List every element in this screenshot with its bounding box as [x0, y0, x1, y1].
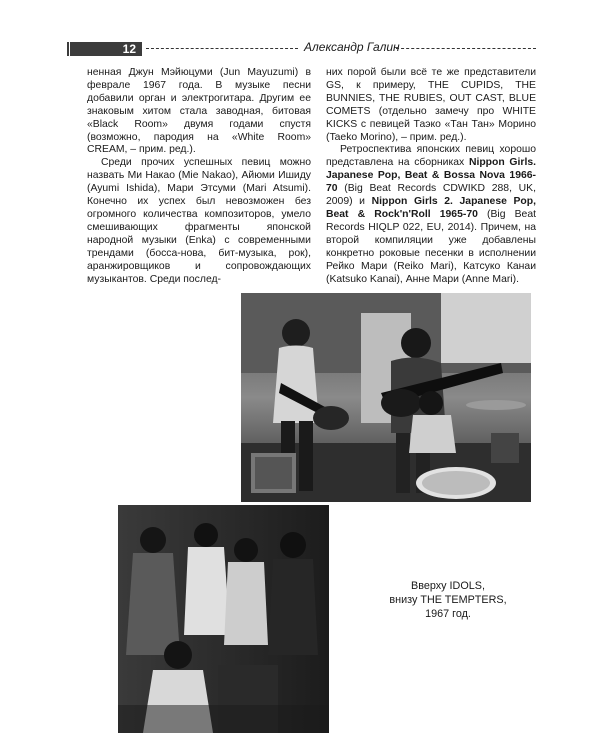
photo-idols	[241, 293, 531, 502]
right-paragraph-2	[326, 144, 536, 286]
caption-line-1: Вверху IDOLS,	[411, 580, 485, 592]
running-header-author: Александр Галин	[304, 40, 400, 54]
photo-caption	[378, 579, 518, 621]
right-paragraph-2-text-a: Ретроспектива японских певиц хорошо представлена на сборниках	[326, 144, 536, 169]
header-divider-right	[396, 48, 536, 49]
left-paragraph-1: ненная Джун Мэйюцуми (Jun Mayuzumi) в феврале 1967 года. В музыке песни добавили орган и электрогитара. Другим ее знаковым хитом стала заводная, битовая «Black Room» двумя годами спустя (возможно, пародия на «White Room» CREAM, – прим. ред.).	[87, 67, 311, 156]
idols-photo-image	[241, 293, 531, 502]
right-paragraph-1: них порой были всё те же представители GS, к примеру, THE CUPIDS, THE BUNNIES, THE RUBIES, OUT CAST, BLUE COMETS (отдельно замечу про WHITE KICKS с певицей Таэко «Тан Тан» Морино (Taeko Morino), – прим. ред.).	[326, 67, 536, 143]
left-text-column	[87, 67, 311, 286]
album-title-1: Nippon Girls. Japanese Pop, Beat & Bossa Nova 1966-70	[326, 157, 536, 195]
caption-line-3: 1967 год.	[425, 608, 471, 620]
right-paragraph-2-text-c: (Big Beat Records CDWIKD 288, UK, 2009) и	[326, 183, 536, 208]
caption-line-2: внизу THE TEMPTERS,	[389, 594, 507, 606]
left-paragraph-2: Среди прочих успешных певиц можно назвать Ми Накао (Mie Nakao), Айюми Ишиду (Ayumi Ishida), Мари Этсуми (Mari Atsumi). Конечно их успех был невозможен без огромного количества композиторов, умело смешивающих фрагменты японской народной музыки (Enka) с современными трендами (босса-нова, бит-музыка, рок), аранжировщиков и сопровождающих музыкантов. Среди послед-	[87, 157, 311, 285]
page-number: 12	[66, 42, 142, 56]
right-paragraph-2-text-e: (Big Beat Records HIQLP 022, EU, 2014). Причем, на второй компиляции уже добавлены конкретно роковые песенки в исполнении Рейко Мари (Reiko Mari), Катсуко Канаи (Katsuko Kanai), Анне Мари (Anne Mari).	[326, 208, 536, 285]
page-header	[66, 38, 536, 60]
album-title-2: Nippon Girls 2. Japanese Pop, Beat & Rock'n'Roll 1965-70	[326, 196, 536, 220]
tempters-photo-image	[118, 505, 329, 733]
photo-tempters	[118, 505, 329, 733]
right-text-column	[326, 67, 536, 286]
header-divider-left	[146, 48, 298, 49]
